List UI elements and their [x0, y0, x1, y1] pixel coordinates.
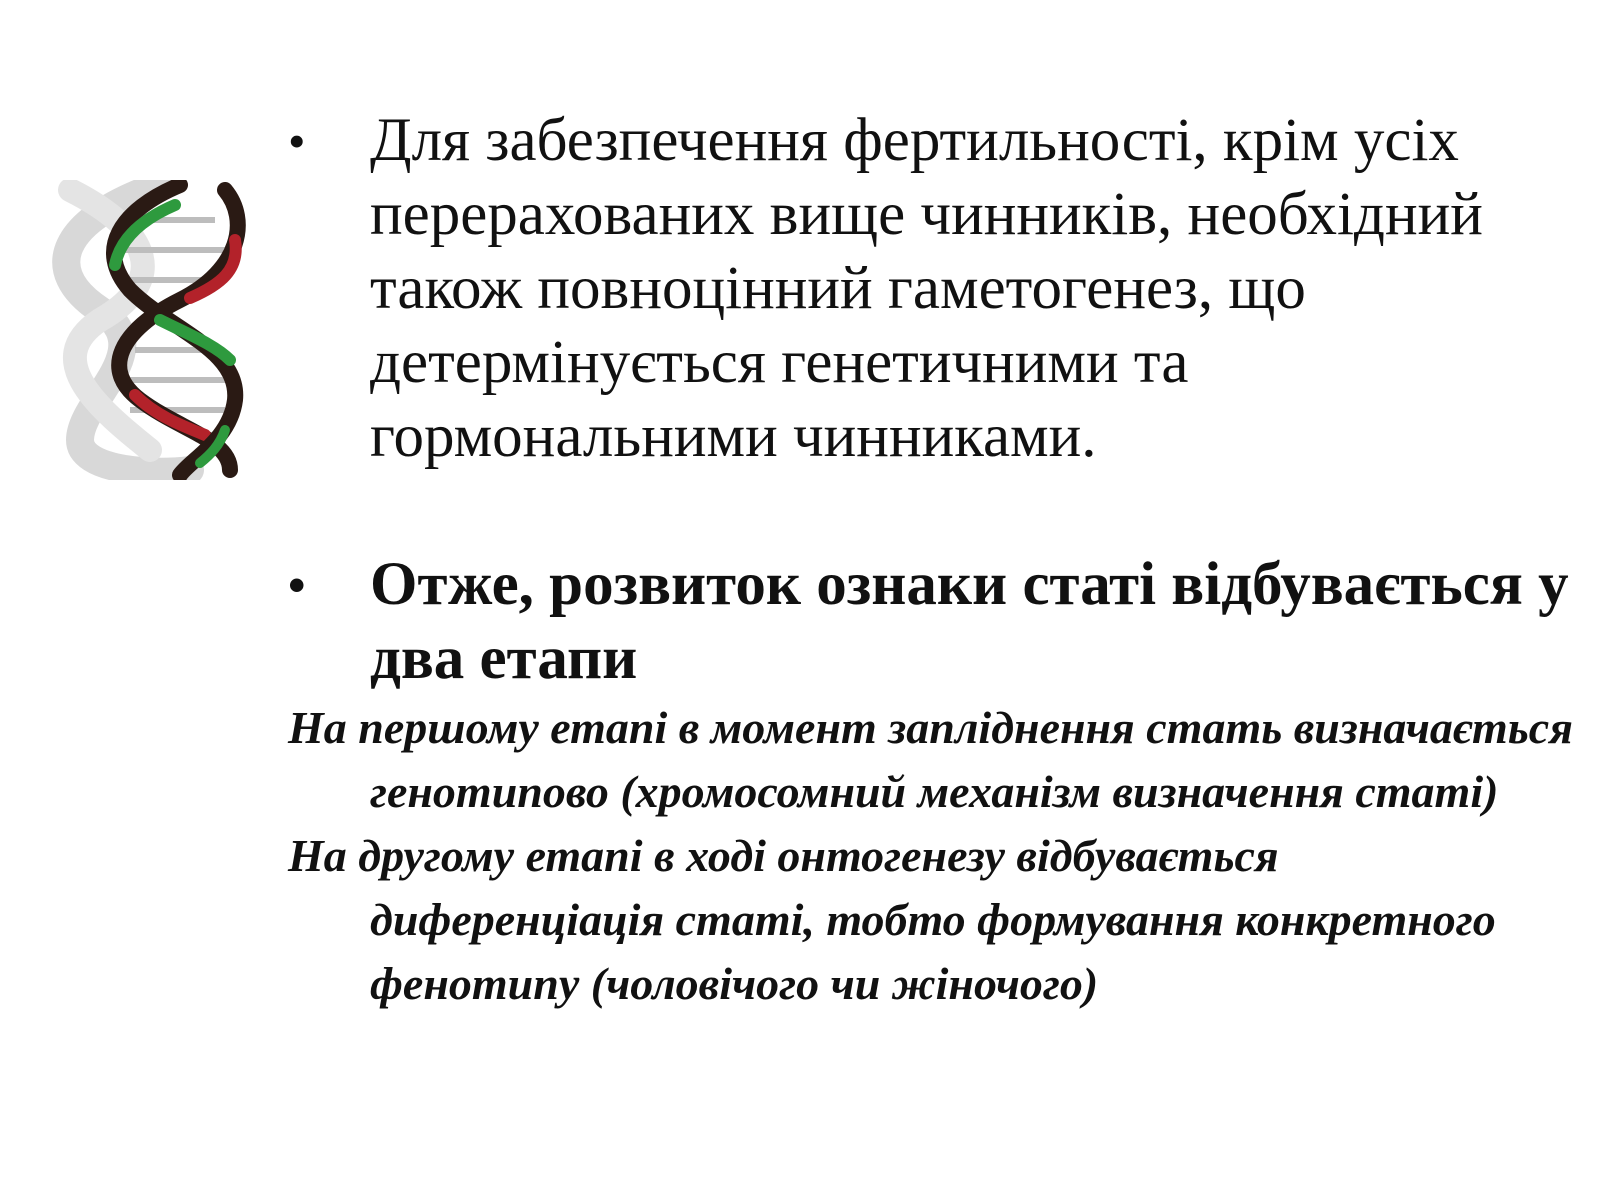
bullet-marker: • — [288, 113, 306, 169]
bullet-marker: • — [288, 557, 306, 613]
stage-first: На першому етапі в момент запліднення стать визначається генотипово (хромосомний механізм визначення статі) — [288, 702, 1573, 817]
bullet-text: Для забезпечення фертильності, крім усіх перерахованих вище чинників, необхідний також повноцінний гаметогенез, що детермінується генетичними та гормональними чинниками. — [370, 107, 1483, 470]
slide-content — [288, 104, 1578, 1016]
dna-helix-icon — [40, 180, 260, 480]
bullet-two-stages — [288, 548, 1578, 696]
stage-second: На другому етапі в ході онтогенезу відбувається диференціація статі, тобто формування конкретного фенотипу (чоловічого чи жіночого) — [288, 830, 1496, 1009]
bullet-text: Отже, розвиток ознаки статі відбувається у два етапи — [370, 551, 1569, 692]
bullet-fertility — [288, 104, 1578, 474]
